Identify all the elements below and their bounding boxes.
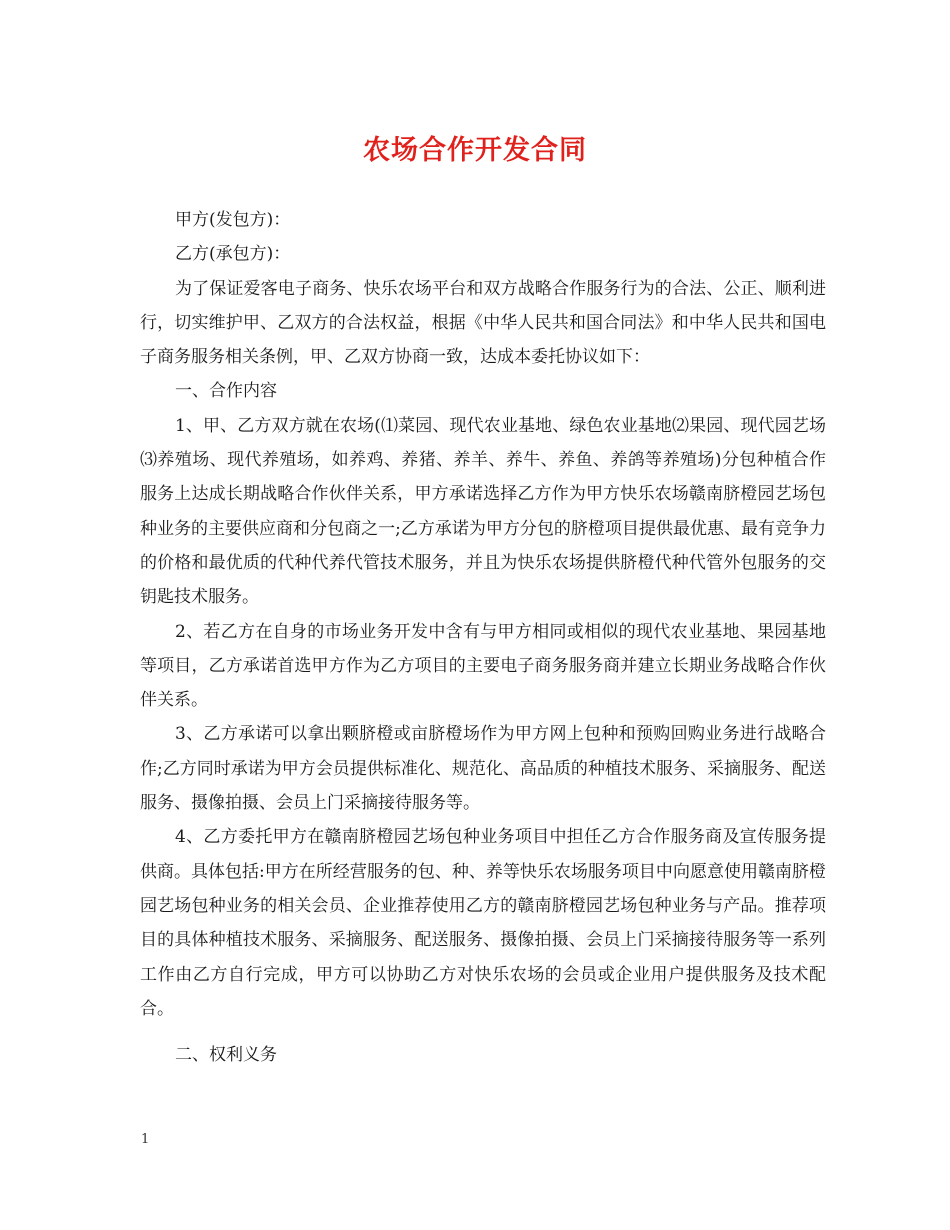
- clause-2: 2、若乙方在自身的市场业务开发中含有与甲方相同或相似的现代农业基地、果园基地等项目，乙方承诺首选甲方作为乙方项目的主要电子商务服务商并建立长期业务战略合作伙伴关系。: [140, 621, 826, 711]
- section-heading-rights: 二、权利义务: [175, 1045, 277, 1066]
- document-title: 农场合作开发合同: [363, 135, 587, 166]
- document-body: [140, 203, 826, 1072]
- clause-4: 4、乙方委托甲方在赣南脐橙园艺场包种业务项目中担任乙方合作服务商及宣传服务提供商。具体包括:甲方在所经营服务的包、种、养等快乐农场服务项目中向愿意使用赣南脐橙园艺场包种业务的相关会员、企业推荐使用乙方的赣南脐橙园艺场包种业务与产品。推荐项目的具体种植技术服务、采摘服务、配送服务、摄像拍摄、会员上门采摘接待服务等一系列工作由乙方自行完成，甲方可以协助乙方对快乐农场的会员或企业用户提供服务及技术配合。: [140, 827, 826, 1019]
- party-b-line: 乙方(承包方)：: [175, 244, 291, 265]
- clause-3: 3、乙方承诺可以拿出颗脐橙或亩脐橙场作为甲方网上包种和预购回购业务进行战略合作;乙方同时承诺为甲方会员提供标准化、规范化、高品质的种植技术服务、采摘服务、配送服务、摄像拍摄、会员上门采摘接待服务等。: [140, 724, 826, 814]
- intro-paragraph: 为了保证爱客电子商务、快乐农场平台和双方战略合作服务行为的合法、公正、顺利进行，切实维护甲、乙双方的合法权益，根据《中华人民共和国合同法》和中华人民共和国电子商务服务相关条例，甲、乙双方协商一致，达成本委托协议如下：: [140, 278, 826, 368]
- page-number: 1: [141, 1132, 150, 1147]
- clause-1: 1、甲、乙方双方就在农场(⑴菜园、现代农业基地、绿色农业基地⑵果园、现代园艺场⑶养殖场、现代养殖场，如养鸡、养猪、养羊、养牛、养鱼、养鸽等养殖场)分包种植合作服务上达成长期战略合作伙伴关系，甲方承诺选择乙方作为甲方快乐农场赣南脐橙园艺场包种业务的主要供应商和分包商之一;乙方承诺为甲方分包的脐橙项目提供最优惠、最有竞争力的价格和最优质的代种代养代管技术服务，并且为快乐农场提供脐橙代种代管外包服务的交钥匙技术服务。: [140, 415, 826, 608]
- party-a-line: 甲方(发包方)：: [175, 210, 291, 230]
- section-heading-cooperation: 一、合作内容: [175, 381, 277, 402]
